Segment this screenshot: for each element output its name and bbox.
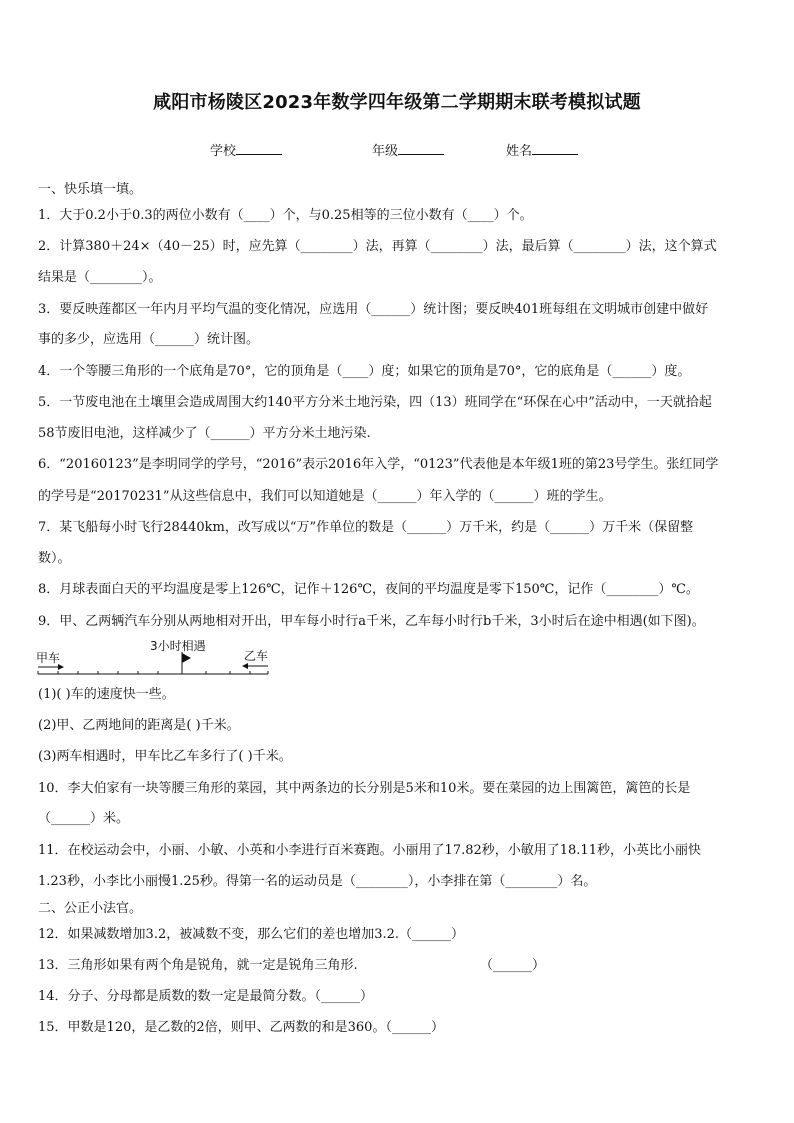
diagram-meet-label: 3小时相遇 — [150, 639, 206, 653]
diagram-flag — [182, 653, 191, 663]
question-11-line-1: 11．在校运动会中，小丽、小敏、小英和小李进行百米赛跑。小丽用了17.82秒，小敏用了18.11秒，小英比小丽快 — [38, 843, 701, 858]
question-10-line-2: （______）米。 — [38, 811, 130, 826]
question-15: 15．甲数是120，是乙数的2倍，则甲、乙两数的和是360。（______） — [38, 1020, 444, 1035]
question-6-line-1: 6．“20160123”是李明同学的学号，“2016”表示2016年入学，“0123”代表他是本年级1班的第23号学生。张红同学 — [38, 457, 719, 472]
diagram-right-arrowhead — [242, 663, 248, 669]
question-7-line-2: 数）。 — [38, 551, 71, 566]
question-3-line-1: 3．要反映莲都区一年内月平均气温的变化情况，应选用（______）统计图；要反映401班每组在文明城市创建中做好 — [38, 302, 709, 317]
question-5-line-2: 58节废旧电池，这样减少了（______）平方分米土地污染. — [38, 426, 371, 441]
diagram-left-arrowhead — [58, 664, 64, 670]
question-12: 12．如果减数增加3.2，被减数不变，那么它们的差也增加3.2.（______） — [38, 927, 465, 942]
question-9: 9．甲、乙两辆汽车分别从两地相对开出，甲车每小时行a千米，乙车每小时行b千米，3小时后在途中相遇(如下图)。 — [38, 614, 705, 629]
name-field — [506, 140, 578, 159]
question-8: 8．月球表面白天的平均温度是零上126℃，记作＋126℃，夜间的平均温度是零下150℃，记作（________）℃。 — [38, 582, 699, 597]
question-2-line-1: 2．计算380＋24×（40－25）时，应先算（________）法，再算（________）法，最后算（________）法，这个算式 — [38, 239, 717, 254]
question-10-line-1: 10．李大伯家有一块等腰三角形的菜园，其中两条边的长分别是5米和10米。要在菜园的边上围篱笆，篱笆的长是 — [38, 781, 691, 796]
question-3-line-2: 事的多少，应选用（______）统计图。 — [38, 332, 260, 347]
question-7-line-1: 7．某飞船每小时飞行28440km，改写成以“万”作单位的数是（______）万千米，约是（______）万千米（保留整 — [38, 520, 694, 535]
grade-blank[interactable] — [398, 142, 444, 155]
meeting-diagram — [34, 636, 284, 680]
question-13: 13．三角形如果有两个角是锐角，就一定是锐角三角形. — [38, 958, 358, 973]
diagram-left-label: 甲车 — [36, 651, 61, 665]
grade-field — [372, 140, 444, 159]
page-title: 咸阳市杨陵区2023年数学四年级第二学期期末联考模拟试题 — [153, 92, 641, 113]
question-9-part-3: (3)两车相遇时，甲车比乙车多行了( )千米。 — [38, 749, 292, 764]
question-11-line-2: 1.23秒，小李比小丽慢1.25秒。得第一名的运动员是（________），小李排在第（________）名。 — [38, 874, 597, 889]
section-heading-2: 二、公正小法官。 — [38, 901, 143, 916]
question-9-part-2: (2)甲、乙两地间的距离是( )千米。 — [38, 718, 240, 733]
name-label: 姓名 — [506, 144, 533, 159]
question-6-line-2: 的学号是“20170231”从这些信息中，我们可以知道她是（______）年入学的（______）班的学生。 — [38, 489, 612, 504]
school-label: 学校 — [210, 144, 237, 159]
question-14: 14．分子、分母都是质数的数一定是最简分数。（______） — [38, 989, 374, 1004]
school-blank[interactable] — [236, 142, 282, 155]
question-4: 4．一个等腰三角形的一个底角是70°，它的顶角是（____）度；如果它的顶角是70°，它的底角是（______）度。 — [38, 364, 691, 379]
question-5-line-1: 5．一节废电池在土壤里会造成周围大约140平方分米土地污染，四（13）班同学在“环保在心中”活动中，一天就拾起 — [38, 395, 712, 410]
question-2-line-2: 结果是（________）。 — [38, 270, 162, 285]
grade-label: 年级 — [372, 144, 399, 159]
question-13-answer[interactable]: （______） — [480, 958, 546, 973]
question-1: 1．大于0.2小于0.3的两位小数有（____）个，与0.25相等的三位小数有（____）个。 — [38, 208, 533, 223]
diagram-right-label: 乙车 — [244, 649, 269, 663]
section-heading-1: 一、快乐填一填。 — [38, 182, 143, 197]
question-9-part-1: (1)( )车的速度快一些。 — [38, 687, 175, 702]
name-blank[interactable] — [532, 142, 578, 155]
school-field — [210, 140, 282, 159]
